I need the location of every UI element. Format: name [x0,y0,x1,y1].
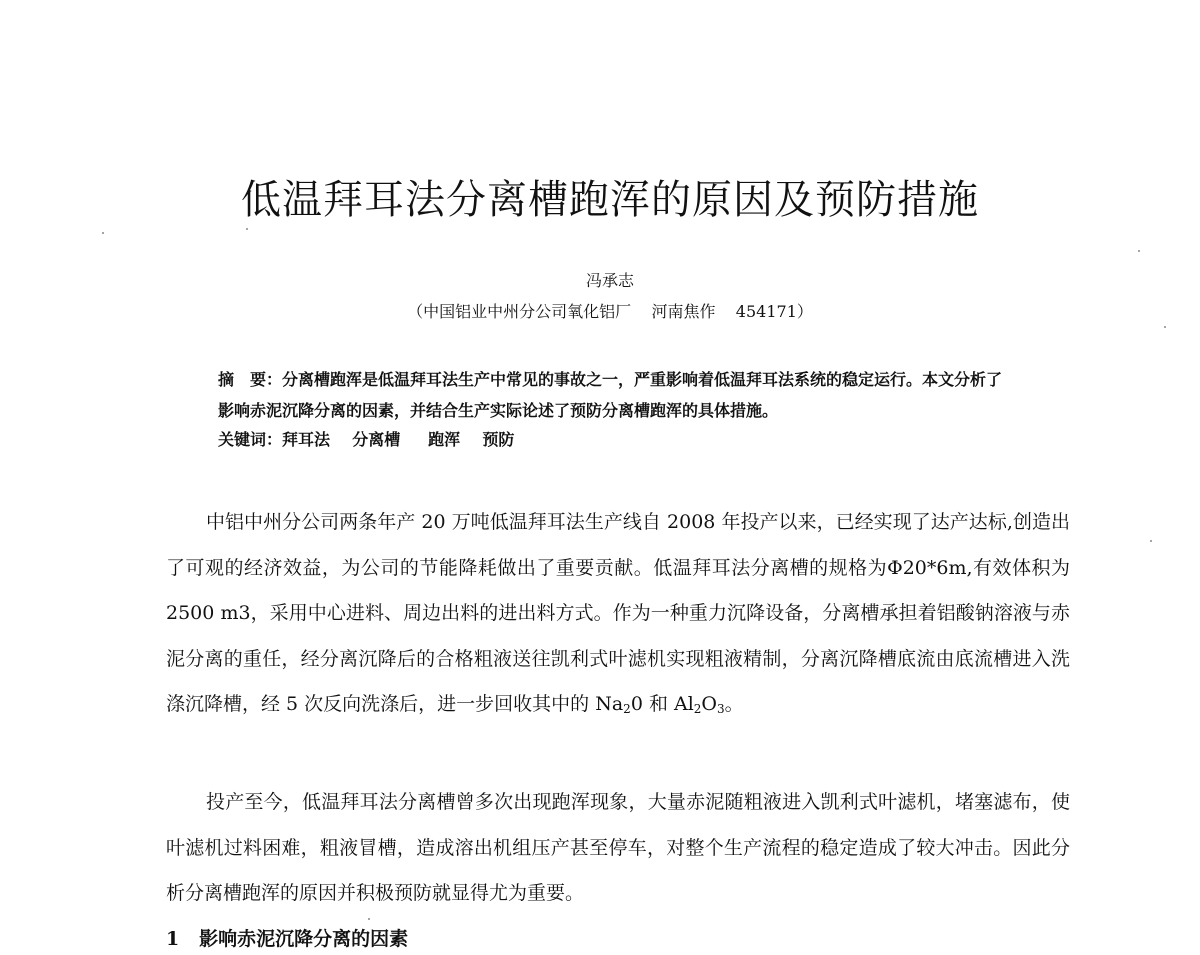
abstract [218,364,1018,426]
section-1-heading: 1 影响赤泥沉降分离的因素 [166,928,409,950]
scan-speck [102,232,104,234]
subscript-na2o: 2 [623,702,631,716]
author-affiliation: （中国铝业中州分公司氧化铝厂 河南焦作 454171） [407,302,813,321]
paragraph-1-text-c: O [701,693,717,715]
abstract-text: 分离槽跑浑是低温拜耳法生产中常见的事故之一，严重影响着低温拜耳法系统的稳定运行。本文分析了影响赤泥沉降分离的因素，并结合生产实际论述了预防分离槽跑浑的具体措施。 [218,370,1003,420]
body-paragraph-1 [166,500,1070,733]
scan-speck [368,918,370,920]
scan-speck [1138,250,1140,252]
keywords-list: 拜耳法 分离槽 跑浑 预防 [282,430,515,449]
paragraph-1-text-a: 中铝中州分公司两条年产 20 万吨低温拜耳法生产线自 2008 年投产以来，已经实现了达产达标,创造出了可观的经济效益，为公司的节能降耗做出了重要贡献。低温拜耳法分离槽的规格为Φ20*6m,有效体积为 2500 m3，采用中心进料、周边出料的进出料方式。作为一种重力沉降设备，分离槽承担着铝酸钠溶液与赤泥分离的重任，经分离沉降后的合格粗液送往凯利式叶滤机实现粗液精制，分离沉降槽底流由底流槽进入洗涤沉降槽，经 5 次反向洗涤后，进一步回收其中的 Na [166,511,1070,715]
subscript-o3: 3 [717,702,725,716]
paper-title: 低温拜耳法分离槽跑浑的原因及预防措施 [241,177,979,223]
paragraph-1-text-d: 。 [724,693,744,715]
paragraph-1-text-b: 0 和 Al [630,693,694,715]
subscript-al2: 2 [693,702,702,716]
body-paragraph-2: 投产至今，低温拜耳法分离槽曾多次出现跑浑现象，大量赤泥随粗液进入凯利式叶滤机，堵塞滤布，使叶滤机过料困难，粗液冒槽，造成溶出机组压产甚至停车，对整个生产流程的稳定造成了较大冲击。因此分析分离槽跑浑的原因并积极预防就显得尤为重要。 [166,791,1070,904]
keywords [218,427,1018,450]
scan-speck [1150,540,1152,542]
keywords-label: 关键词： [218,430,283,449]
author-name: 冯承志 [585,271,634,290]
scan-speck [246,228,248,230]
scan-speck [1164,326,1166,328]
abstract-label: 摘 要： [218,370,283,389]
